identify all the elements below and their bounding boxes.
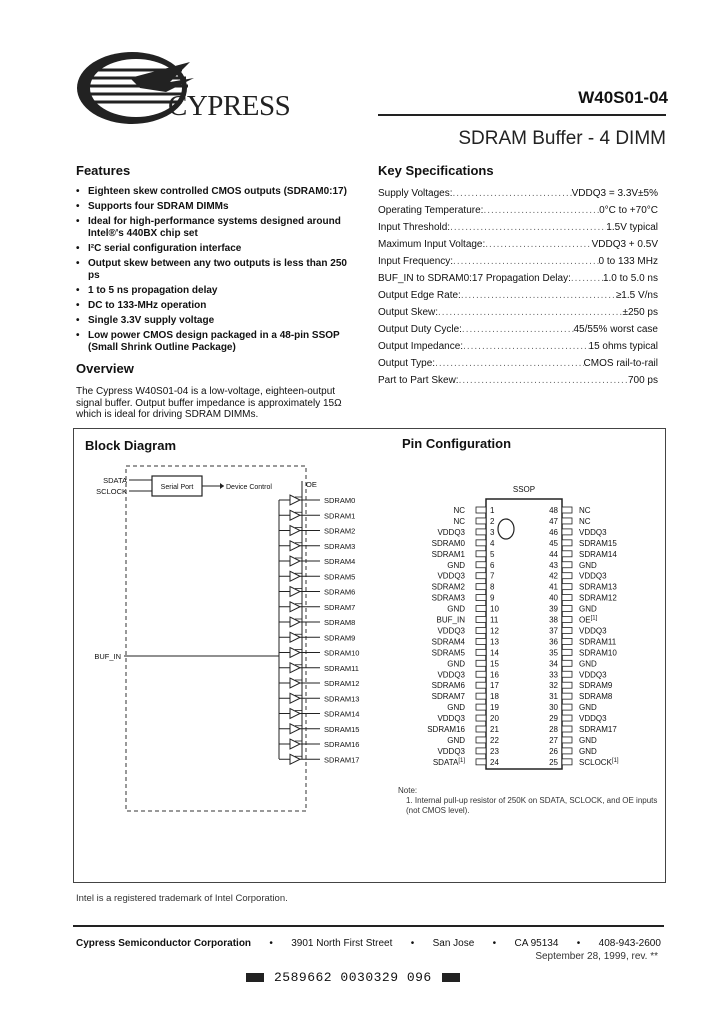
- pin-name: SDRAM13: [579, 582, 617, 592]
- pin-lead: [562, 715, 572, 721]
- pin-number: 19: [490, 703, 499, 713]
- buffer-icon: [290, 571, 300, 581]
- pin-name: VDDQ3: [579, 571, 607, 581]
- pin-configuration: [427, 485, 619, 769]
- pin-number: 1: [490, 506, 495, 515]
- pin-lead: [476, 726, 486, 732]
- spec-label: Output Impedance:: [378, 341, 464, 352]
- pin-name: SDRAM15: [579, 538, 617, 548]
- input-label-sclock: SCLOCK: [96, 487, 127, 496]
- buffer-icon: [290, 678, 300, 688]
- spec-row: [378, 307, 658, 324]
- feature-text: DC to 133-MHz operation: [88, 300, 207, 311]
- oe-label: OE: [306, 480, 317, 489]
- pin-lead: [562, 682, 572, 688]
- buffer-icon: [290, 602, 300, 612]
- output-label: SDRAM0: [324, 496, 356, 505]
- pin-number: 42: [549, 571, 558, 581]
- pin-number: 20: [490, 714, 499, 724]
- output-label: SDRAM5: [324, 572, 356, 582]
- feature-item: [76, 201, 356, 213]
- spec-row: [378, 256, 658, 273]
- pin-name: GND: [579, 735, 597, 745]
- pin-name: VDDQ3: [579, 714, 607, 724]
- pin-name: SDRAM6: [431, 681, 465, 691]
- buffer-icon: [290, 648, 300, 658]
- pin-lead: [476, 518, 486, 524]
- bullet-icon: •: [76, 186, 80, 197]
- note-item: 1. Internal pull-up resistor of 250K on SDATA, SCLOCK, and OE inputs (not CMOS level).: [406, 796, 658, 815]
- serial-port-label: Serial Port: [160, 484, 194, 491]
- pin-name: VDDQ3: [579, 527, 607, 537]
- output-label: SDRAM15: [324, 724, 360, 734]
- pin-number: 41: [549, 582, 558, 592]
- pin-name: SDRAM14: [579, 549, 617, 559]
- pin-number: 16: [490, 670, 499, 680]
- pin-number: 40: [549, 593, 558, 603]
- pin-lead: [562, 595, 572, 601]
- pin-lead: [562, 737, 572, 743]
- spec-label: Output Duty Cycle:: [378, 324, 462, 335]
- output-label: SDRAM9: [324, 633, 356, 643]
- barcode-block-right: [442, 973, 460, 982]
- output-label: SDRAM4: [324, 557, 356, 566]
- barcode: [246, 970, 460, 985]
- pin-lead: [562, 617, 572, 623]
- feature-text: Output skew between any two outputs is less than 250 ps: [88, 258, 347, 281]
- pin-lead: [562, 748, 572, 754]
- pin-lead: [562, 693, 572, 699]
- pin-name-base: SDATA: [432, 757, 459, 767]
- output-label: SDRAM10: [324, 648, 360, 658]
- buffer-icon: [290, 739, 300, 749]
- notes: [398, 786, 658, 816]
- block-diagram-heading: Block Diagram: [85, 438, 177, 453]
- trademark-text: Intel is a registered trademark of Intel Corporation.: [76, 893, 288, 904]
- output-label: SDRAM2: [324, 526, 356, 536]
- feature-item: [76, 243, 356, 255]
- dot-leader: [463, 341, 588, 352]
- pin-number: 23: [490, 746, 499, 756]
- feature-text: 1 to 5 ns propagation delay: [88, 285, 218, 296]
- pin-lead: [476, 573, 486, 579]
- spec-row: [378, 341, 658, 358]
- output-label: SDRAM11: [324, 663, 359, 673]
- pin-name: SDRAM7: [431, 692, 465, 702]
- pin-number: 38: [549, 615, 558, 625]
- pin-name: SDRAM10: [579, 648, 617, 658]
- features-list: [76, 186, 356, 357]
- spec-label: BUF_IN to SDRAM0:17 Propagation Delay:: [378, 273, 571, 284]
- buffer-icon: [290, 495, 300, 505]
- pin-number: 29: [549, 714, 558, 724]
- buffer-icon: [290, 510, 300, 520]
- block-diagram: [94, 466, 359, 811]
- package-label: SSOP: [512, 485, 536, 494]
- barcode-text: 2589662 0030329 096: [274, 970, 432, 985]
- pin-lead: [562, 759, 572, 765]
- pin-number: 21: [490, 725, 499, 734]
- pin-number: 22: [490, 735, 499, 745]
- feature-item: [76, 300, 356, 312]
- pin-lead: [476, 529, 486, 535]
- feature-text: Low power CMOS design packaged in a 48-pin SSOP (Small Shrink Outline Package): [88, 330, 340, 353]
- feature-item: [76, 315, 356, 327]
- pin-number: 15: [490, 659, 499, 669]
- pin-lead: [476, 638, 486, 644]
- pin-name: GND: [447, 659, 465, 669]
- output-label: SDRAM16: [324, 740, 360, 749]
- pin-name: SDRAM11: [579, 637, 617, 647]
- spec-label: Output Edge Rate:: [378, 290, 461, 301]
- pin-lead: [476, 660, 486, 666]
- output-label: SDRAM7: [324, 602, 356, 612]
- buffer-icon: [290, 709, 300, 719]
- brand-wordmark: CYPRESS: [168, 90, 291, 122]
- pin-number: 26: [549, 746, 558, 756]
- spec-value: 700 ps: [627, 375, 658, 386]
- pin-lead: [476, 562, 486, 568]
- pin-name: GND: [447, 604, 465, 614]
- pin-lead: [562, 726, 572, 732]
- pin-name: SDRAM2: [431, 582, 465, 592]
- pin-number: 44: [549, 549, 558, 559]
- buffer-icon: [290, 526, 300, 536]
- pin-name: VDDQ3: [437, 571, 465, 581]
- bullet-icon: •: [76, 243, 80, 254]
- spec-value: VDDQ3 = 3.3V±5%: [571, 188, 658, 199]
- key-specs-heading: Key Specifications: [378, 163, 494, 178]
- pin-name: SDRAM5: [431, 648, 465, 658]
- spec-value: ±250 ps: [622, 307, 658, 318]
- pin-lead: [562, 638, 572, 644]
- feature-item: [76, 216, 356, 240]
- pin-lead: [476, 704, 486, 710]
- pin-name-base: SCLOCK: [579, 757, 612, 767]
- pin-lead: [562, 562, 572, 568]
- overview-text: The Cypress W40S01-04 is a low-voltage, eighteen-output signal buffer. Output buffer impedance is approximately 15Ω which is ideal for driving SDRAM DIMMs.: [76, 386, 342, 420]
- pin-lead: [476, 759, 486, 765]
- pin-lead: [562, 704, 572, 710]
- dot-leader: [459, 375, 628, 386]
- pin-name: GND: [579, 560, 597, 570]
- bullet-icon: •: [76, 201, 80, 212]
- feature-item: [76, 186, 356, 198]
- pin-number: 46: [549, 527, 558, 537]
- pin-lead: [476, 649, 486, 655]
- pin-lead: [562, 584, 572, 590]
- output-label: SDRAM12: [324, 679, 360, 688]
- buffer-icon: [290, 541, 300, 551]
- pin-number: 14: [490, 648, 499, 658]
- features-heading: Features: [76, 163, 131, 178]
- pin-lead: [562, 551, 572, 557]
- spec-row: [378, 205, 658, 222]
- pin-lead: [476, 617, 486, 623]
- output-label: SDRAM14: [324, 709, 360, 719]
- spec-row: [378, 358, 658, 375]
- pin-number: 35: [549, 648, 558, 658]
- pin-number: 33: [549, 670, 558, 680]
- spec-row: [378, 222, 658, 239]
- pin-name: [579, 616, 598, 625]
- spec-value: 1.0 to 5.0 ns: [602, 273, 658, 284]
- pin-lead: [562, 671, 572, 677]
- buffer-icon: [290, 587, 300, 597]
- pin-lead: [476, 748, 486, 754]
- pin-number: 4: [490, 538, 495, 548]
- pin-lead: [476, 627, 486, 633]
- barcode-block-left: [246, 973, 264, 982]
- pin-name: SDRAM8: [579, 692, 613, 702]
- page-subtitle: SDRAM Buffer - 4 DIMM: [458, 128, 666, 149]
- pin-lead: [476, 551, 486, 557]
- spec-label: Input Frequency:: [378, 256, 454, 267]
- pin-number: 47: [549, 516, 558, 526]
- bullet-icon: •: [76, 258, 80, 269]
- footer: Cypress Semiconductor Corporation • 3901 North First Street • San Jose • CA 95134 • 408-943-2600: [76, 938, 661, 949]
- footer-company: Cypress Semiconductor Corporation: [76, 938, 252, 949]
- pin-number: 43: [549, 560, 558, 570]
- pin-name: SDRAM3: [431, 593, 465, 603]
- pin-number: 45: [549, 538, 558, 548]
- pin-number: 12: [490, 626, 499, 636]
- pin-name: NC: [453, 516, 465, 526]
- bullet-icon: •: [76, 216, 80, 227]
- pin-lead: [476, 584, 486, 590]
- pin-name-base: OE: [579, 615, 591, 625]
- dot-leader: [483, 205, 599, 216]
- output-label: SDRAM17: [324, 755, 360, 765]
- pin-number: 27: [549, 735, 558, 745]
- pin-number: 8: [490, 582, 495, 592]
- buffer-icon: [290, 556, 300, 566]
- pin-lead: [562, 507, 572, 513]
- pin-lead: [476, 715, 486, 721]
- dot-leader: [438, 307, 622, 318]
- spec-value: 0°C to +70°C: [599, 205, 658, 216]
- pin-name: NC: [579, 516, 591, 526]
- spec-row: [378, 375, 658, 392]
- pin-name: SDRAM16: [427, 725, 465, 734]
- overview-heading: Overview: [76, 361, 134, 376]
- pin-lead: [476, 671, 486, 677]
- pin-lead: [562, 627, 572, 633]
- pin-name: NC: [453, 506, 465, 515]
- pin-lead: [562, 518, 572, 524]
- pin-lead: [562, 660, 572, 666]
- pin-lead: [476, 682, 486, 688]
- pin-name: GND: [579, 703, 597, 713]
- pin-number: 10: [490, 604, 499, 614]
- pin-lead: [476, 606, 486, 612]
- spec-row: [378, 188, 658, 205]
- pin-name: GND: [447, 703, 465, 713]
- spec-label: Input Threshold:: [378, 222, 451, 233]
- pin-name: GND: [579, 659, 597, 669]
- spec-label: Supply Voltages:: [378, 188, 453, 199]
- spec-value: 15 ohms typical: [588, 341, 658, 352]
- pin-number: 28: [549, 725, 558, 734]
- footer-address: 3901 North First Street: [291, 938, 393, 949]
- feature-item: [76, 258, 356, 282]
- pin-number: 6: [490, 560, 495, 570]
- pin-name: VDDQ3: [579, 670, 607, 680]
- pin-name: GND: [579, 746, 597, 756]
- pin-name: SDRAM12: [579, 593, 617, 603]
- notes-title: Note:: [398, 786, 418, 795]
- spec-row: [378, 239, 658, 256]
- feature-text: Eighteen skew controlled CMOS outputs (SDRAM0:17): [88, 186, 347, 197]
- buffer-icon: [290, 632, 300, 642]
- output-label: SDRAM3: [324, 541, 356, 551]
- pin-number: 25: [549, 757, 558, 767]
- pin-number: 11: [490, 615, 499, 625]
- pin-name-note: [1]: [611, 757, 619, 764]
- dot-leader: [435, 358, 583, 369]
- output-label: SDRAM6: [324, 587, 356, 597]
- pin-number: 31: [549, 692, 558, 702]
- spec-value: ≥1.5 V/ns: [615, 290, 658, 301]
- pin-lead: [562, 540, 572, 546]
- feature-text: Ideal for high-performance systems designed around Intel®'s 440BX chip set: [88, 216, 341, 239]
- pin-lead: [562, 573, 572, 579]
- dot-leader: [461, 290, 616, 301]
- dot-leader: [571, 273, 603, 284]
- pin-name: VDDQ3: [437, 714, 465, 724]
- device-control-label: Device Control: [226, 484, 272, 491]
- bullet-icon: •: [76, 300, 80, 311]
- pin-name: [579, 758, 619, 767]
- pin-number: 48: [549, 506, 558, 515]
- spec-label: Maximum Input Voltage:: [378, 239, 486, 250]
- feature-text: I²C serial configuration interface: [88, 243, 242, 254]
- pin-number: 13: [490, 637, 499, 647]
- pin-name: SDRAM1: [431, 549, 465, 559]
- pin-name: NC: [579, 506, 591, 515]
- spec-row: [378, 273, 658, 290]
- pin-lead: [562, 529, 572, 535]
- pin-number: 36: [549, 637, 558, 647]
- pin-name-note: [1]: [590, 615, 598, 622]
- pin-name: SDRAM17: [579, 725, 617, 734]
- bullet-icon: •: [76, 285, 80, 296]
- pin-lead: [476, 737, 486, 743]
- pin-number: 30: [549, 703, 558, 713]
- pin-number: 17: [490, 681, 499, 691]
- key-specs-list: [378, 188, 658, 392]
- pin-lead: [476, 507, 486, 513]
- header-rule: [378, 114, 666, 116]
- footer-state-zip: CA 95134: [514, 938, 559, 949]
- pin-name: SDRAM4: [431, 637, 465, 647]
- pin-name: VDDQ3: [437, 527, 465, 537]
- pin-name: SDRAM9: [579, 681, 613, 691]
- dot-leader: [450, 222, 606, 233]
- spec-label: Part to Part Skew:: [378, 375, 459, 386]
- spec-value: CMOS rail-to-rail: [583, 358, 658, 369]
- pin-number: 34: [549, 659, 558, 669]
- buffer-icon: [290, 617, 300, 627]
- pin-lead: [562, 649, 572, 655]
- pin-name: BUF_IN: [436, 615, 465, 625]
- part-number: W40S01-04: [578, 88, 668, 107]
- pin-name: VDDQ3: [437, 746, 465, 756]
- pin-lead: [476, 693, 486, 699]
- pin-name: VDDQ3: [437, 670, 465, 680]
- feature-item: [76, 330, 356, 354]
- pin-number: 9: [490, 593, 495, 603]
- buffer-icon: [290, 693, 300, 703]
- buffer-icon: [290, 724, 300, 734]
- spec-value: 0 to 133 MHz: [598, 256, 658, 267]
- pin-number: 24: [490, 757, 499, 767]
- dot-leader: [453, 188, 572, 199]
- spec-row: [378, 290, 658, 307]
- spec-label: Output Skew:: [378, 307, 439, 318]
- dot-leader: [462, 324, 574, 335]
- pin-number: 3: [490, 527, 495, 537]
- pin-name-note: [1]: [458, 757, 465, 764]
- spec-value: 1.5V typical: [606, 222, 658, 233]
- pin-name: SDRAM0: [431, 538, 465, 548]
- pin-number: 5: [490, 549, 495, 559]
- pin-number: 2: [490, 516, 495, 526]
- pin-config-heading: Pin Configuration: [402, 436, 512, 451]
- feature-text: Single 3.3V supply voltage: [88, 315, 215, 326]
- spec-label: Output Type:: [378, 358, 436, 369]
- pin-lead: [476, 595, 486, 601]
- spec-value: 45/55% worst case: [573, 324, 658, 335]
- footer-phone: 408-943-2600: [598, 938, 661, 949]
- buf-in-label: BUF_IN: [94, 652, 121, 661]
- spec-value: VDDQ3 + 0.5V: [591, 239, 658, 250]
- pin-number: 18: [490, 692, 499, 702]
- pin-lead: [476, 540, 486, 546]
- revision-date: September 28, 1999, rev. **: [535, 951, 658, 962]
- output-label: SDRAM13: [324, 694, 360, 704]
- pin-number: 7: [490, 571, 495, 581]
- pin-number: 32: [549, 681, 558, 691]
- buffer-icon: [290, 663, 300, 673]
- pin-name: VDDQ3: [437, 626, 465, 636]
- dot-leader: [453, 256, 598, 267]
- output-label: SDRAM8: [324, 618, 356, 627]
- dot-leader: [485, 239, 591, 250]
- pin-number: 39: [549, 604, 558, 614]
- pin-name: [433, 758, 465, 767]
- bullet-icon: •: [76, 315, 80, 326]
- pin-name: GND: [579, 604, 597, 614]
- footer-rule: [73, 925, 664, 927]
- pin-name: GND: [447, 560, 465, 570]
- arrow-right-icon: [220, 483, 224, 489]
- spec-label: Operating Temperature:: [378, 205, 484, 216]
- output-label: SDRAM1: [324, 511, 356, 521]
- buffer-icon: [290, 754, 300, 764]
- spec-row: [378, 324, 658, 341]
- input-label-sdata: SDATA: [103, 476, 127, 485]
- pin-name: VDDQ3: [579, 626, 607, 636]
- footer-city: San Jose: [432, 938, 475, 949]
- feature-text: Supports four SDRAM DIMMs: [88, 201, 229, 212]
- bullet-icon: •: [76, 330, 80, 341]
- pin-number: 37: [549, 626, 558, 636]
- pin-lead: [562, 606, 572, 612]
- feature-item: [76, 285, 356, 297]
- pin-name: GND: [447, 735, 465, 745]
